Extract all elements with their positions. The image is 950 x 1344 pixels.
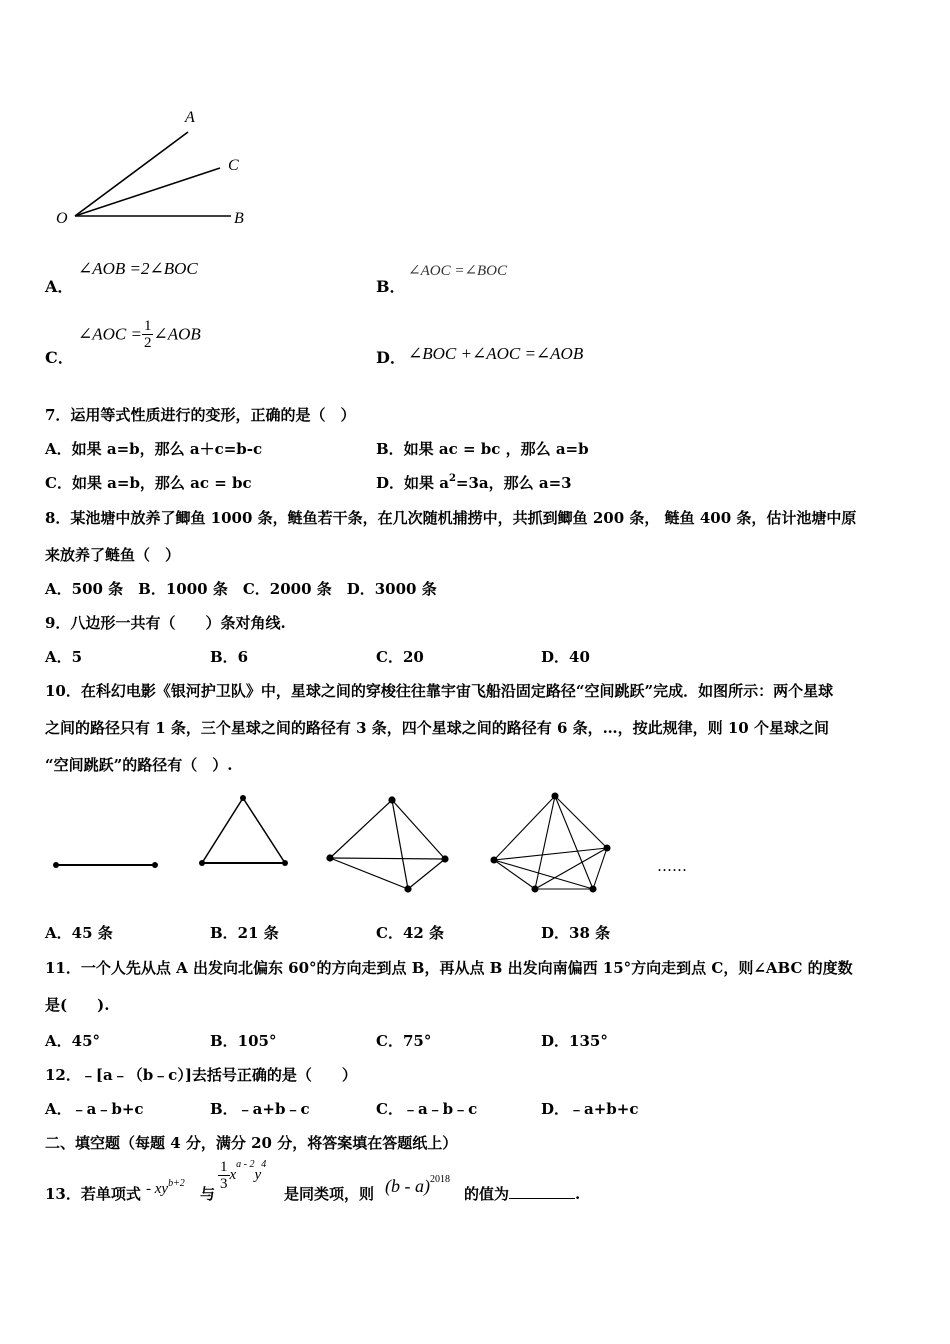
q13-end: . — [575, 1185, 581, 1203]
point-label-o: O — [56, 210, 68, 227]
q13-mono2-y-exp: 4 — [261, 1159, 267, 1171]
q13-monomial-1 — [146, 1178, 185, 1198]
q11-option-c: C．75° — [376, 1032, 432, 1050]
q7-option-b: B．如果 ac = bc ，那么 a=b — [376, 440, 589, 458]
q13-mid: 与 — [200, 1185, 216, 1203]
q13-after: 是同类项，则 — [284, 1185, 375, 1203]
q9-option-d: D．40 — [541, 648, 590, 666]
q13-expression — [385, 1176, 450, 1197]
q13-monomial-2 — [218, 1159, 266, 1192]
q11-stem-line2: 是( ). — [45, 996, 110, 1014]
q6-option-b-expr: ∠AOC =∠BOC — [408, 263, 508, 279]
q10-stem-line2: 之间的路径只有 1 条，三个星球之间的路径有 3 条，四个星球之间的路径有 6 条，…，按此规律，则 10 个星球之间 — [45, 719, 829, 737]
q7-option-d-post: =3a，那么 a=3 — [455, 474, 572, 492]
q13-answer-blank[interactable] — [509, 1184, 575, 1199]
q13-tail-text: 的值为 — [464, 1185, 510, 1203]
ray-oc — [75, 168, 220, 216]
q13-fraction — [218, 1159, 230, 1192]
q6-option-c-frac-den: 2 — [143, 335, 152, 351]
q6-option-c-label: C． — [45, 348, 74, 367]
angle-figure — [45, 100, 265, 240]
q6-option-d-label: D． — [376, 348, 406, 367]
q6-option-d-expr: ∠BOC +∠AOC =∠AOB — [408, 344, 584, 363]
q6-option-a-expr: ∠AOB =2∠BOC — [78, 259, 198, 278]
ray-oa — [75, 132, 188, 216]
q11-option-a: A．45° — [45, 1032, 101, 1050]
q9-stem: 9．八边形一共有（ ）条对角线. — [45, 614, 286, 632]
q10-option-c: C．42 条 — [376, 924, 445, 942]
q6-option-c-left: ∠AOC = — [78, 324, 142, 344]
q9-option-b: B．6 — [210, 648, 249, 666]
q12-option-c: C．﹣a﹣b﹣c — [376, 1100, 478, 1118]
q10-stem-line1: 10．在科幻电影《银河护卫队》中，星球之间的穿梭往往靠宇宙飞船沿固定路径“空间跳跃”完成．如图所示：两个星球 — [45, 682, 834, 700]
star-graphs-figure — [40, 785, 720, 900]
q6-option-a-label: A． — [45, 277, 74, 296]
q13-prefix: 13．若单项式 — [45, 1185, 141, 1203]
q13-mono2-x-exp: a - 2 — [236, 1159, 255, 1171]
graph-two-stars — [53, 862, 158, 868]
q7-option-d-pre: D．如果 a — [376, 474, 449, 492]
q12-option-a: A．﹣a﹣b+c — [45, 1100, 144, 1118]
q10-option-d: D．38 条 — [541, 924, 611, 942]
q13-expression-base: (b - a) — [385, 1176, 430, 1196]
q13-frac-num: 1 — [220, 1159, 228, 1175]
graph-five-stars — [491, 793, 610, 892]
q9-option-c: C．20 — [376, 648, 424, 666]
q8-options: A．500 条 B．1000 条 C．2000 条 D．3000 条 — [45, 580, 437, 598]
q13-monomial-1-base: - xy — [146, 1181, 169, 1197]
q7-option-d-sup: 2 — [448, 473, 456, 484]
q6-option-c-fraction — [142, 318, 154, 351]
q7-stem: 7．运用等式性质进行的变形，正确的是（ ） — [45, 406, 356, 424]
point-label-c: C — [228, 157, 239, 174]
q7-option-a: A．如果 a=b，那么 a＋c=b-c — [45, 440, 263, 458]
q13-mono2-x: x — [229, 1167, 237, 1183]
graph-four-stars — [327, 797, 448, 892]
q6-option-b-label: B． — [376, 277, 406, 296]
q11-stem-line1: 11．一个人先从点 A 出发向北偏东 60°的方向走到点 B，再从点 B 出发向南偏西 15°方向走到点 C，则∠ABC 的度数 — [45, 959, 853, 977]
q8-stem-line1: 8．某池塘中放养了鲫鱼 1000 条，鲢鱼若干条，在几次随机捕捞中，共抓到鲫鱼 200 条， 鲢鱼 400 条，估计池塘中原 — [45, 509, 857, 527]
q10-stem-line3: “空间跳跃”的路径有（ ）. — [45, 756, 233, 774]
q12-stem: 12．﹣[a﹣（b﹣c）]去括号正确的是（ ） — [45, 1066, 357, 1084]
q10-option-b: B．21 条 — [210, 924, 279, 942]
q12-option-b: B．﹣a+b﹣c — [210, 1100, 310, 1118]
q13-frac-den: 3 — [220, 1176, 228, 1192]
q13-tail — [464, 1183, 580, 1204]
graph-three-stars — [199, 795, 288, 866]
q13-mono2-y: y — [254, 1167, 262, 1183]
point-label-a: A — [185, 109, 195, 126]
q7-option-c: C．如果 a=b，那么 ac = bc — [45, 474, 252, 492]
q10-ellipsis: …… — [657, 857, 687, 875]
section-two-heading: 二、填空题（每题 4 分，满分 20 分，将答案填在答题纸上） — [45, 1134, 458, 1152]
q10-option-a: A．45 条 — [45, 924, 113, 942]
q9-option-a: A．5 — [45, 648, 83, 666]
q11-option-b: B．105° — [210, 1032, 277, 1050]
point-label-b: B — [234, 210, 244, 227]
q7-option-d — [376, 472, 572, 493]
q13-expression-exp: 2018 — [429, 1174, 450, 1185]
q8-stem-line2: 来放养了鲢鱼（ ） — [45, 546, 181, 564]
q6-option-c-expr — [78, 318, 201, 351]
q11-option-d: D．135° — [541, 1032, 608, 1050]
q12-option-d: D．﹣a+b+c — [541, 1100, 639, 1118]
q13-monomial-1-exp: b+2 — [168, 1178, 185, 1189]
q6-option-c-frac-num: 1 — [143, 318, 152, 334]
q6-option-c-right: ∠AOB — [153, 324, 201, 344]
